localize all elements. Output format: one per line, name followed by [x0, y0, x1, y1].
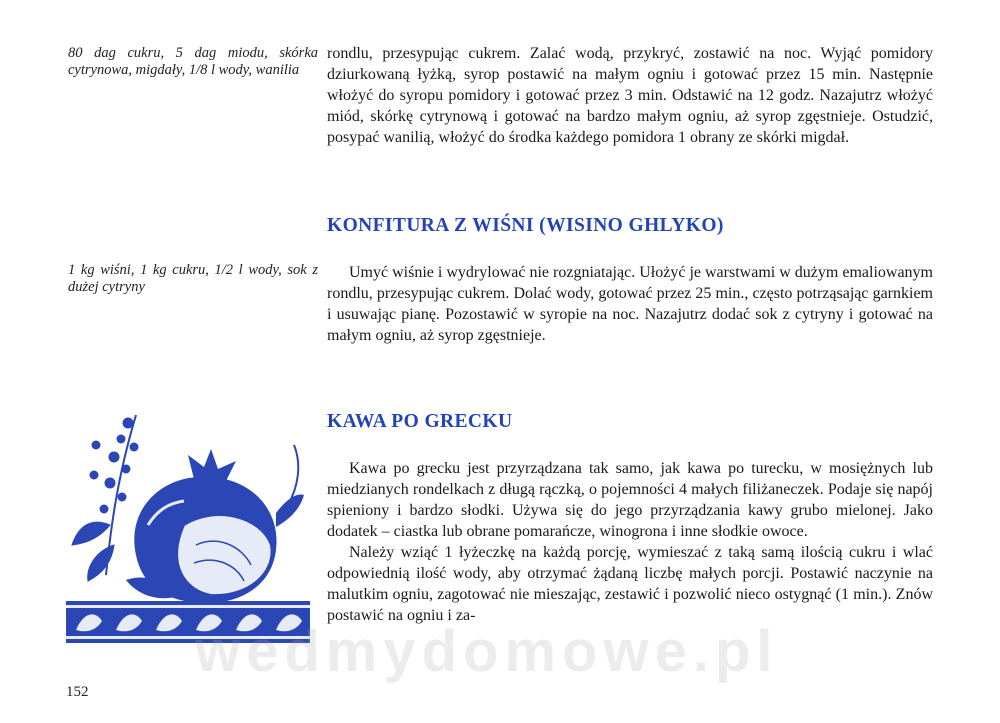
recipe-paragraph: Umyć wiśnie i wydrylować nie rozgniatając. Ułożyć je warstwami w dużym emaliowanym rondlu, przesypując cukrem. Dolać wody, gotować przez 25 min., często potrząsając garnkiem i usuwając pianę. Pozostawić w syropie na noc. Nazajutrz dodać sok z cytryny i gotować na małym ogniu, aż syrop zgęstnieje.: [327, 264, 933, 344]
page-number: 152: [66, 684, 89, 700]
recipe-paragraph: rondlu, przesypując cukrem. Zalać wodą, przykryć, zostawić na noc. Wyjąć pomidory dziurkowaną łyżką, syrop postawić na małym ogniu i gotować przez 15 min. Następnie włożyć do syropu pomidory i gotować przez 3 min. Odstawić na 12 godz. Nazajutrz włożyć miód, skórkę cytrynową i gotować na bardzo małym ogniu, aż syrop zgęstnieje. Ostudzić, posypać wanilią, włożyć do środka każdego pomidora 1 obrany ze skórki migdał.: [327, 45, 933, 146]
flower-branch-icon: [72, 415, 138, 581]
ingredients-note-1: 80 dag cukru, 5 dag miodu, skórka cytrynowa, migdały, 1/8 l wody, wanilia: [68, 45, 318, 78]
ingredients-note-2: 1 kg wiśni, 1 kg cukru, 1/2 l wody, sok z dużej cytryny: [68, 262, 318, 295]
section-heading-kawa: KAWA PO GRECKU: [327, 411, 513, 432]
watermark: wedmydomowe.pl: [195, 619, 779, 684]
recipe-paragraph: Kawa po grecku jest przyrządzana tak samo, jak kawa po turecku, w mosiężnych lub miedzianych rondelkach z długą rączką, o pojemności 4 małych filiżaneczek. Podaje się napój spieniony i bardzo słodki. Używa się do jego przyrządzania kawy grubo mielonej. Jako dodatek – ciastka lub obrane pomarańcze, winogrona i inne słodkie owoce.: [327, 460, 933, 540]
section-heading-konfitura: KONFITURA Z WIŚNI (WISINO GHLYKO): [327, 215, 724, 236]
recipe-paragraph: Należy wziąć 1 łyżeczkę na każdą porcję, wymieszać z taką samą ilością cukru i wlać odpowiednią ilość wody, aby otrzymać żądaną liczbę małych porcji. Postawić naczynie na malutkim ogniu, zagotować nie mieszając, zestawić i pozwolić nieco ostygnąć (1 min.). Znów postawić na ogniu i za-: [327, 544, 933, 624]
recipe-text-2: [327, 262, 933, 346]
recipe-text-3: [327, 458, 933, 626]
fruit-illustration: [66, 405, 310, 643]
pomegranate-icon: [126, 445, 304, 603]
recipe-text-1: [327, 43, 933, 148]
